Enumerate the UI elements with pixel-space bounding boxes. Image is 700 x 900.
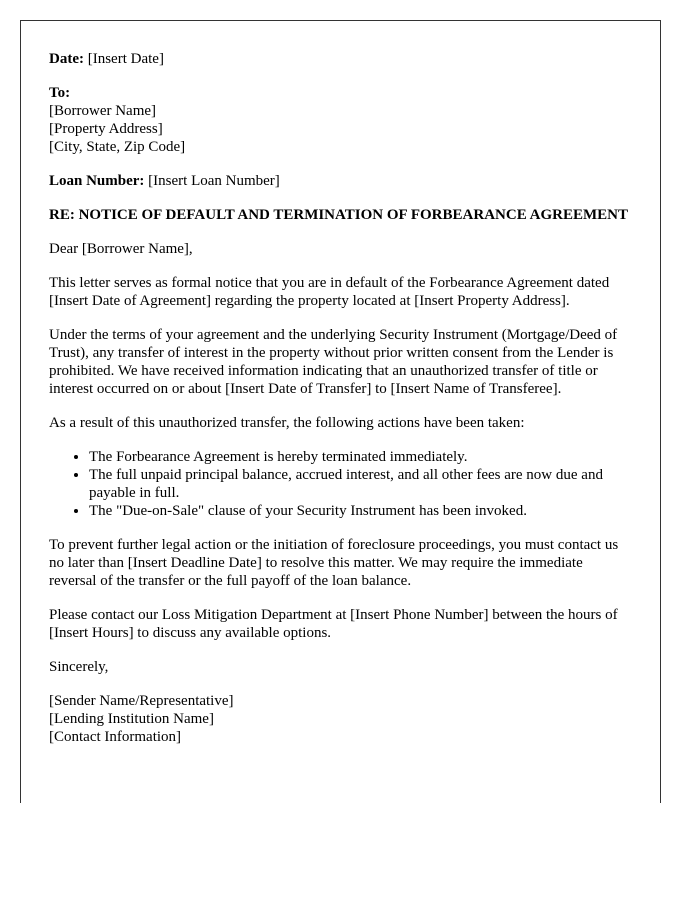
institution-name: [Lending Institution Name] [49,711,214,727]
date-value: [Insert Date] [87,51,164,67]
sender-name: [Sender Name/Representative] [49,693,234,709]
letter-page [20,20,661,803]
paragraph-deadline: To prevent further legal action or the initiation of foreclosure proceedings, you must contact us no later than [Insert Deadline Date] to resolve this matter. We may require the immediate reversal of the transfer or the full payoff of the loan balance. [49,537,619,589]
paragraph-transfer: Under the terms of your agreement and the underlying Security Instrument (Mortgage/Deed of Trust), any transfer of interest in the property without prior written consent from the Lender is prohibited. We have received information indicating that an unauthorized transfer of title or interest occurred on or about [Insert Date of Transfer] to [Insert Name of Transferee]. [49,327,618,397]
city-state-zip: [City, State, Zip Code] [49,139,186,155]
paragraph-default-notice: This letter serves as formal notice that you are in default of the Forbearance Agreement dated [Insert Date of Agreement] regarding the property located at [Insert Property Address]. [49,275,610,309]
paragraph-contact: Please contact our Loss Mitigation Department at [Insert Phone Number] between the hours of [Insert Hours] to discuss any available options. [49,607,618,641]
actions-list [49,448,632,520]
contact-information: [Contact Information] [49,729,182,745]
list-item: • The "Due-on-Sale" clause of your Security Instrument has been invoked. [89,502,632,520]
recipient-block: To: [Borrower Name] [Property Address] [City, State, Zip Code] [49,85,186,155]
closing: Sincerely, [49,659,109,675]
borrower-name: [Borrower Name] [49,103,157,119]
date-line: Date: [Insert Date] [49,51,164,67]
salutation: Dear [Borrower Name], [49,241,193,257]
signature-block [49,692,632,746]
list-item: • The full unpaid principal balance, accrued interest, and all other fees are now due and payable in full. [89,466,632,502]
loan-number-value: [Insert Loan Number] [148,173,280,189]
loan-number-line: Loan Number: [Insert Loan Number] [49,173,280,189]
property-address: [Property Address] [49,121,163,137]
subject-line: RE: NOTICE OF DEFAULT AND TERMINATION OF FORBEARANCE AGREEMENT [49,207,628,223]
list-item: • The Forbearance Agreement is hereby terminated immediately. [89,448,632,466]
paragraph-actions-intro: As a result of this unauthorized transfer, the following actions have been taken: [49,415,525,431]
